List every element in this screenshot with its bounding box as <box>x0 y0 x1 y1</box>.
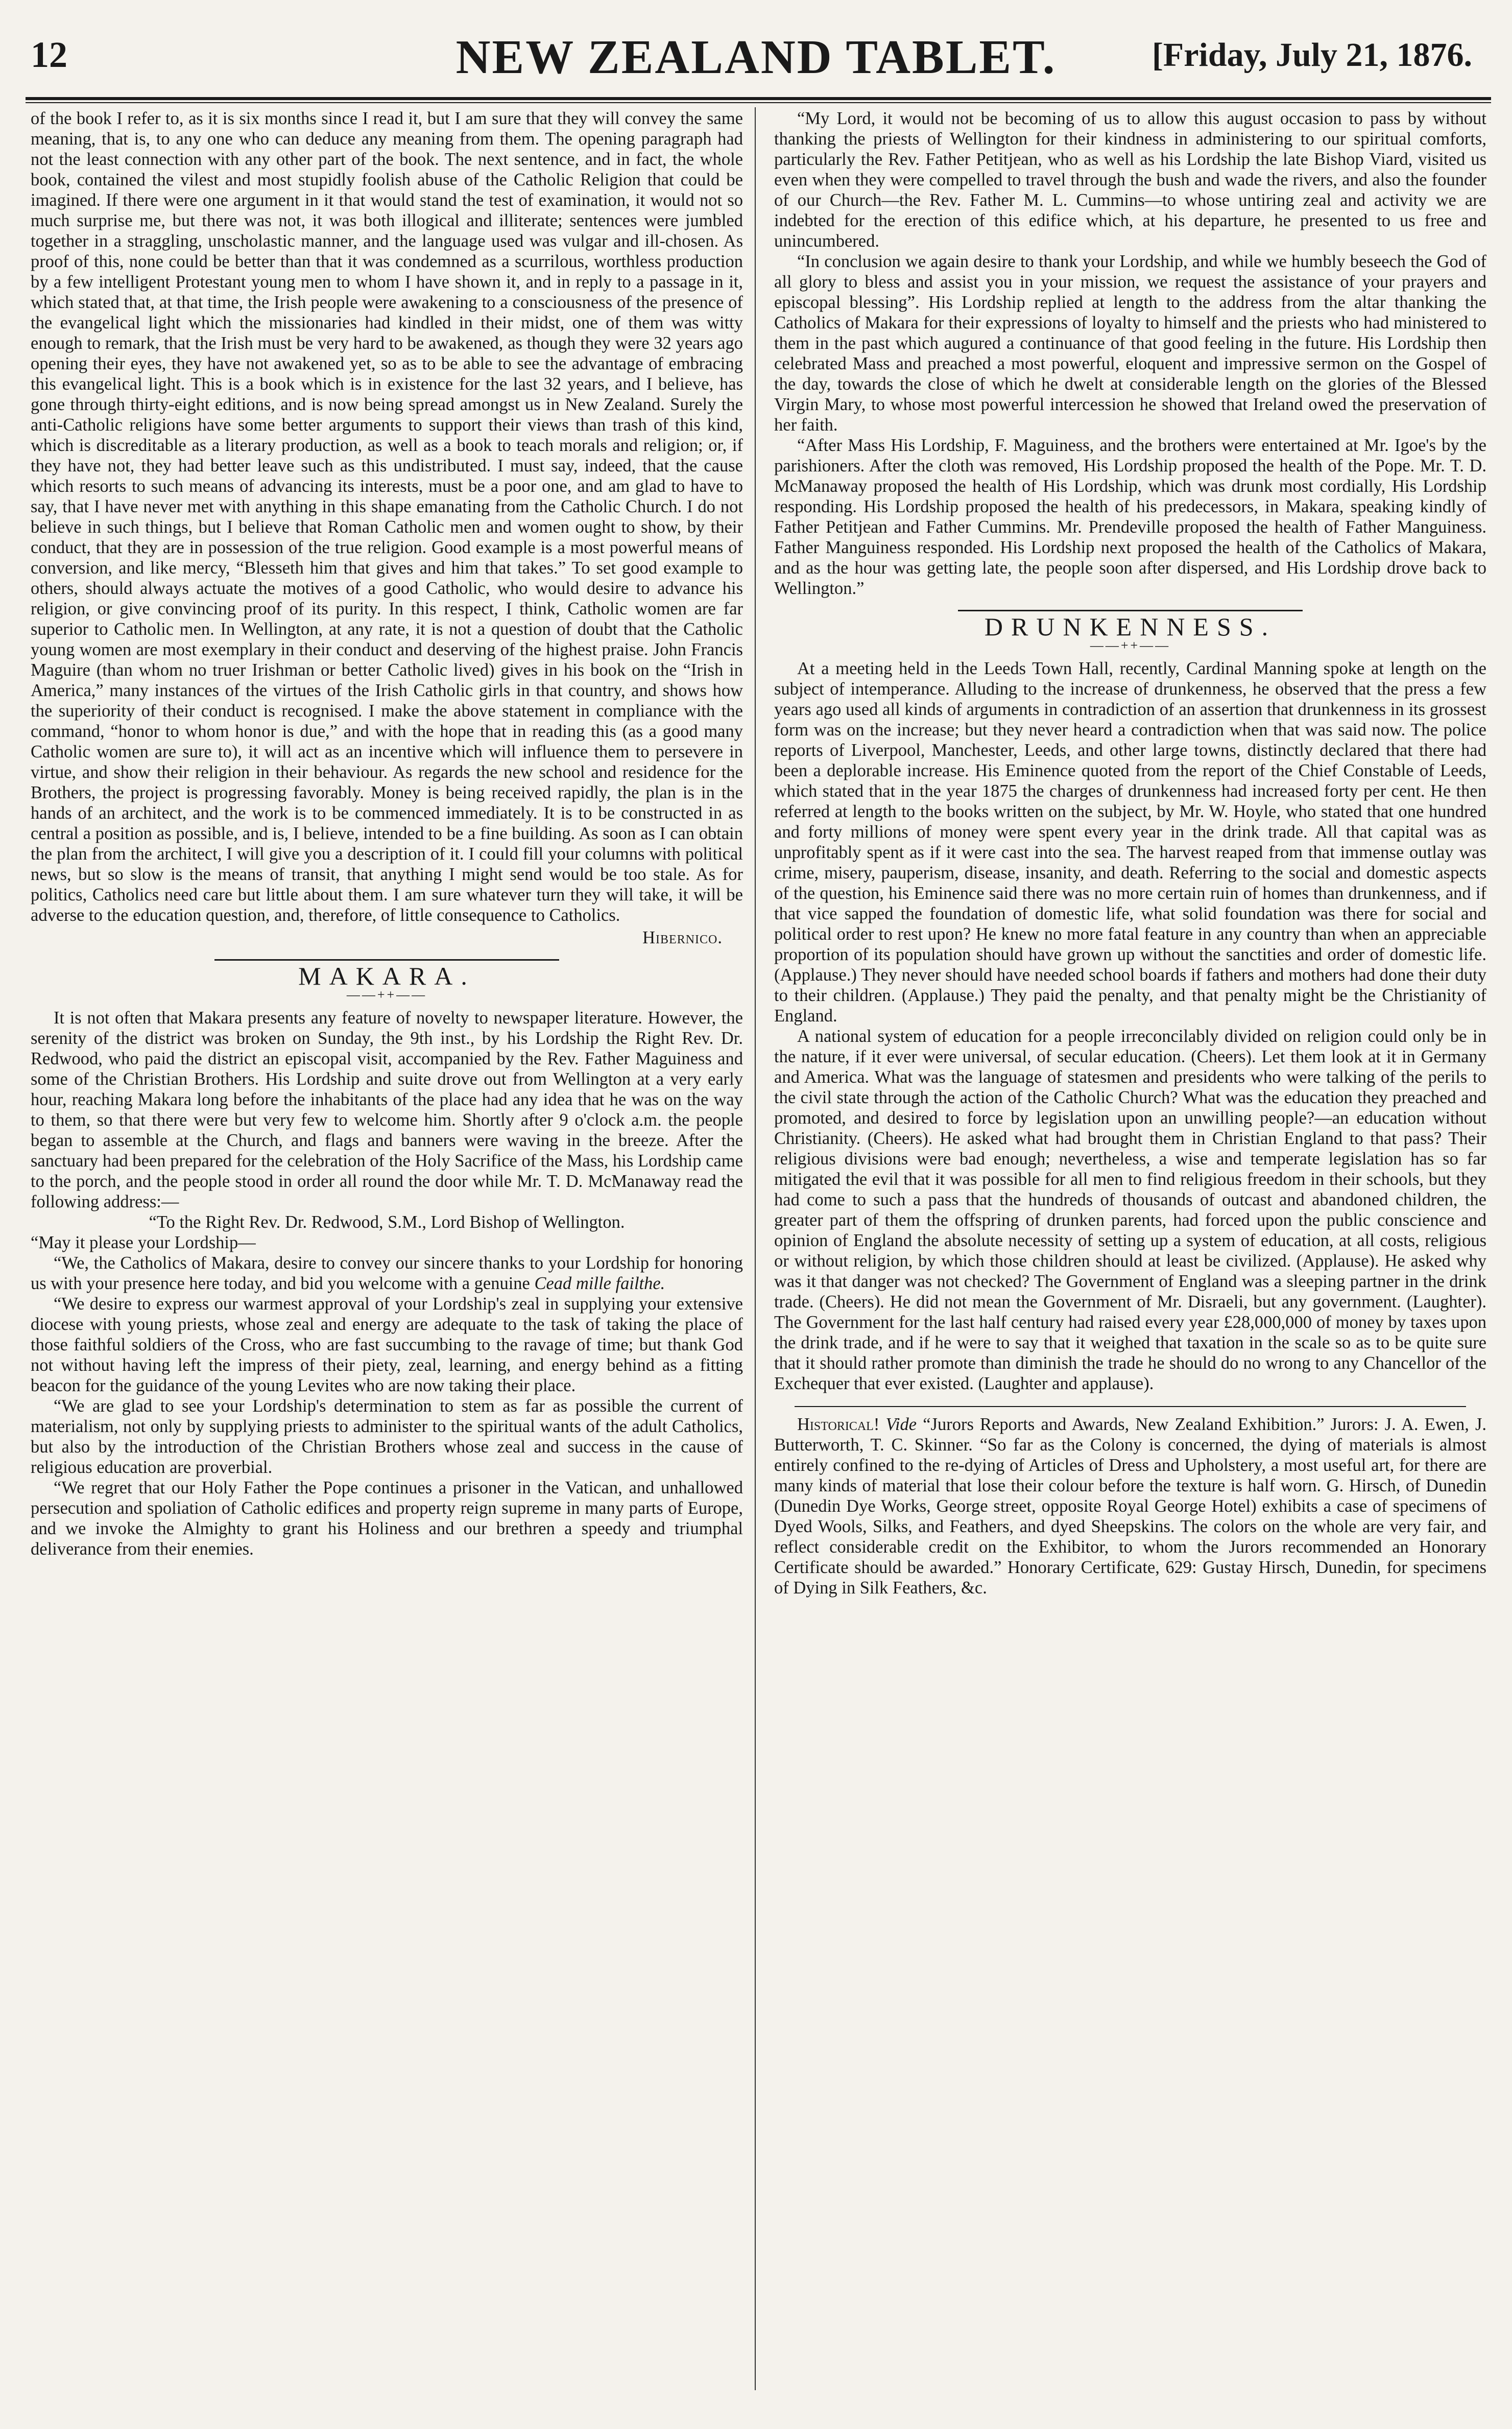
vide-word: Vide <box>885 1415 917 1434</box>
drunkenness-paragraph: At a meeting held in the Leeds Town Hall, recently, Cardinal Manning spoke at length on the subject of intemperance. Alluding to the increase of drunkenness, he observed that the press a few years ago used all kinds of arguments in contradiction of an assertion that drunkenness in its grossest form was on the increase; but they never heard a contradiction when that was said now. The police reports of Liverpool, Manchester, Leeds, and other large towns, distinctly declared that there had been a deplorable increase. His Eminence quoted from the report of the Chief Constable of Leeds, which stated that in the year 1875 the charges of drunkenness had increased forty per cent. He then referred at length to the books written on the subject, by Mr. W. Hoyle, who stated that one hundred and forty millions of money were spent every year in the drink trade. All that capital was as unprofitably spent as if it were cast into the sea. The harvest reaped from that immense outlay was crime, misery, pauperism, disease, insanity, and death. Referring to the social and domestic aspects of the question, his Eminence said there was no more certain ruin of homes than drunkenness, and if that vice sapped the foundation of domestic life, what solid foundation was there for social and political order to rest upon? He knew no more fatal feature in any country than when an appreciable proportion of its population should have grown up without the sanctities and order of domestic life. (Applause.) They never should have needed school boards if fathers and mothers had done their duty to their children. (Applause.) They paid the penalty, and that penalty might be the Christianity of England. <box>774 659 1486 1026</box>
makara-heading: MAKARA. <box>214 959 559 986</box>
address-paragraph: “We are glad to see your Lordship's determination to stem as far as possible the current of materialism, not only by supplying priests to administer to the spiritual wants of the adult Catholics, but also by the introduction of the Christian Brothers whose zeal and success in the cause of religious education are proverbial. <box>31 1396 743 1477</box>
address-paragraph <box>31 1253 743 1294</box>
address-paragraph: “My Lord, it would not be becoming of us to allow this august occasion to pass by without thanking the priests of Wellington for their kindness in administering to our spiritual comforts, particularly the Rev. Father Petitjean, who as well as his Lordship the late Bishop Viard, visited us even when they were compelled to travel through the bush and wade the rivers, and also the founder of our Church—the Rev. Father M. L. Cummins—to whose untiring zeal and activity we are indebted for the erection of this edifice which, at his departure, he presented to us free and unincumbered. <box>774 109 1486 251</box>
historical-notice <box>774 1414 1486 1598</box>
letter-continuation: of the book I refer to, as it is six months since I read it, but I am sure that they will convey the same meaning, that is, to any one who can deduce any meaning from them. The opening paragraph had not the least connection with any other part of the book. The next sentence, and in fact, the whole book, contained the vilest and most stupidly foolish abuse of the Catholic Religion that could be imagined. If there were one argument in it that would stand the test of examination, it would not so much surprise me, but there was not, it was both illogical and illiterate; sentences were jumbled together in a straggling, unscholastic manner, and the language used was vulgar and ill-chosen. As proof of this, none could be better than that it was condemned as a scurrilous, worthless production by a few intelligent Protestant young men to whom I have shown it, and in reply to a passage in it, which stated that, at that time, the Irish people were awakening to a consciousness of the presence of the evangelical light which the missionaries had kindled in their midst, one of them was witty enough to remark, that the Irish must be very hard to be awakened, as though they were 32 years ago opening their eyes, they have not awakened yet, so as to be able to see the advantage of embracing this evangelical light. This is a book which is in existence for the last 32 years, and I believe, has gone through thirty-eight editions, and is now being spread amongst us in New Zealand. Surely the anti-Catholic religions have some better arguments to support their views than trash of this kind, which is discreditable as a literary production, as well as a book to teach morals and religion; or, if they have not, they had better leave such as this undistributed. I must say, indeed, that the cause which resorts to such means of advancing its interests, must be a poor one, and am glad to have to say, that I have never met with anything in this shape emanating from the Catholic Church. I do not believe in such things, but I believe that Roman Catholic men and women ought to show, by their conduct, that they are in possession of the true religion. Good example is a most powerful means of conversion, and like mercy, “Blesseth him that gives and him that takes.” To set good example to others, should always actuate the motives of a good Catholic, who would desire to advance his religion, or give convincing proof of its purity. In this respect, I think, Catholic women are far superior to Catholic men. In Wellington, at any rate, it is not a question of doubt that the Catholic young women are most exemplary in their conduct and deserving of the highest praise. John Francis Maguire (than whom no truer Irishman or better Catholic lived) gives in his book on the “Irish in America,” many instances of the virtues of the Irish Catholic girls in that country, and shows how the superiority of their conduct is recognised. I make the above statement in compliance with the command, “honor to whom honor is due,” and with the hope that in reading this (as a good many Catholic women are sure to), it will act as an incentive which will influence them to persevere in virtue, and show their religion in their behaviour. As regards the new school and residence for the Brothers, the project is progressing favorably. Money is being received rapidly, the plan is in the hands of an architect, and the work is to be commenced immediately. It is to be constructed in as central a position as possible, and is, I believe, intended to be a fine building. As soon as I can obtain the plan from the architect, I will give you a description of it. I could fill your columns with political news, but so slow is the means of transit, that anything I might send would be too stale. As for politics, Catholics need care but little about them. I am sure whatever turn they will take, it will be adverse to the education question, and, therefore, of little consequence to Catholics. <box>31 109 743 925</box>
address-paragraph: “In conclusion we again desire to thank your Lordship, and while we humbly beseech the God of all glory to bless and assist you in your mission, we request the assistance of your prayers and episcopal blessing”. His Lordship replied at length to the address from the altar thanking the Catholics of Makara for their expressions of loyalty to himself and the priests who had ministered to them in the past which augured a continuance of that good feeling in the future. His Lordship then celebrated Mass and preached a most powerful, eloquent and impressive sermon on the Gospel of the day, towards the close of which he dwelt at considerable length on the glories of the Blessed Virgin Mary, to whose most powerful intercession he showed that Ireland owed the preservation of her faith. <box>774 252 1486 435</box>
drunkenness-ornament: ——++—— <box>1090 638 1171 653</box>
column-divider <box>755 107 756 2390</box>
masthead-rule <box>26 97 1491 100</box>
address-recipient: “To the Right Rev. Dr. Redwood, S.M., Lord Bishop of Wellington. <box>149 1212 625 1232</box>
address-salutation: “May it please your Lordship— <box>31 1233 256 1252</box>
issue-date: [Friday, July 21, 1876. <box>1151 36 1472 74</box>
makara-ornament: ——++—— <box>346 987 427 1002</box>
historical-text: “Jurors Reports and Awards, New Zealand Exhibition.” Jurors: J. A. Ewen, J. Butterworth, T. C. Skinner. “So far as the Colony is concerned, the dying of materials is almost entirely confined to the re-dying of Articles of Dress and Upholstery, a most useful art, for there are many kinds of material that lose their colour before the texture is half worn. G. Hirsch, of Dunedin (Dunedin Dye Works, George street, opposite Royal George Hotel) exhibits a case of specimens of Dyed Wools, Silks, and Feathers, and dyed Sheepskins. The colors on the whole are very fair, and reflect considerable credit on the Exhibitor, to whom the Jurors recommended an Honorary Certificate should be awarded.” Honorary Certificate, 629: Gustay Hirsch, Dunedin, for specimens of Dying in Silk Feathers, &c. <box>774 1415 1486 1598</box>
address-paragraph: “We desire to express our warmest approval of your Lordship's zeal in supplying your extensive diocese with young priests, whose zeal and energy are adequate to the task of taking the place of those faithful soldiers of the Cross, who are fast succumbing to the ravage of time; but thank God not without having left the impress of their piety, zeal, learning, and energy behind as a fitting beacon for the guidance of the young Levites who are now taking their place. <box>31 1294 743 1395</box>
historical-label: Historical! <box>797 1415 880 1434</box>
right-column <box>774 108 1486 2401</box>
masthead-rule-thin <box>26 102 1491 103</box>
drunkenness-heading: DRUNKENNESS. <box>958 610 1303 637</box>
newspaper-title: NEW ZEALAND TABLET. <box>455 31 1057 84</box>
makara-paragraph: It is not often that Makara presents any feature of novelty to newspaper literature. However, the serenity of the district was broken on Sunday, the 9th inst., by his Lordship the Right Rev. Dr. Redwood, who paid the district an episcopal visit, accompanied by the Rev. Father Maguiness and some of the Christian Brothers. His Lordship and suite drove out from Wellington at a very early hour, reaching Makara long before the inhabitants of the place had any idea that he was on the way to them, so that there were but very few to welcome him. Shortly after 9 o'clock a.m. the people began to assemble at the Church, and flags and banners were waving in the breeze. After the sanctuary had been prepared for the celebration of the Holy Sacrifice of the Mass, his Lordship came to the porch, and the people stood in order all round the door while Mr. T. D. McManaway read the following address:— <box>31 1008 743 1211</box>
address-paragraph: “We regret that our Holy Father the Pope continues a prisoner in the Vatican, and unhallowed persecution and spoliation of Catholic edifices and property reign supreme in many parts of Europe, and we invoke the Almighty to grant his Holiness and our brethren a speedy and triumphal deliverance from their enemies. <box>31 1478 743 1559</box>
letter-signature: Hibernico. <box>642 928 723 947</box>
left-column <box>31 108 743 2401</box>
masthead <box>0 0 1512 87</box>
drunkenness-paragraph: A national system of education for a people irreconcilably divided on religion could only be in the nature, if it ever were universal, of secular education. (Cheers). Let them look at it in Germany and America. What was the language of statesmen and presidents who were talking of the perils to the civil state through the action of the Catholic Church? What was the education they preached and promoted, and desired to force by legislation upon an unwilling people?—an education without Christianity. (Cheers). He asked what had brought them in Christian England to that pass? Their religious divisions were bad enough; nevertheless, a wise and temperate legislation has so far mitigated the evil that it was possible for all men to find religious freedom in their schools, but they had come to such a pass that the hundreds of thousands of outcast and abandoned children, the greater part of them the offspring of drunken parents, had forced upon the public conscience and opinion of England the absolute necessity of setting up a system of education, at all costs, religious or without religion, by which those children should at least be civilized. (Applause). He asked why was it that danger was not checked? The Government of England was a sleeping partner in the drink trade. (Cheers). He did not mean the Government of Mr. Disraeli, but any government. (Laughter). The Government for the last half century had raised every year £28,000,000 of money by taxes upon the drink trade, and if he were to say that it weighed that taxation in the scale so as to be quite sure that it should rather promote than diminish the trade he should do no wrong to any Chancellor of the Exchequer that ever existed. (Laughter and applause). <box>774 1027 1486 1393</box>
address-paragraph: “After Mass His Lordship, F. Maguiness, and the brothers were entertained at Mr. Igoe's by the parishioners. After the cloth was removed, His Lordship proposed the health of the Pope. Mr. T. D. McManaway proposed the health of His Lordship, which was drunk most cordially, His Lordship responding. His Lordship proposed the health of his predecessors, in Makara, speaking kindly of Father Petitjean and Father Cummins. Mr. Prendeville proposed the health of Father Manguiness. Father Manguiness responded. His Lordship next proposed the health of the Catholics of Makara, and as the hour was getting late, the people soon after dispersed, and His Lordship drove back to Wellington.” <box>774 436 1486 598</box>
irish-greeting: Cead mille failthe. <box>534 1274 665 1293</box>
page-number: 12 <box>31 34 67 75</box>
section-separator <box>795 1406 1466 1407</box>
address-paragraph-text: “We, the Catholics of Makara, desire to convey our sincere thanks to your Lordship for honoring us with your presence here today, and bid you welcome with a genuine <box>31 1253 743 1293</box>
